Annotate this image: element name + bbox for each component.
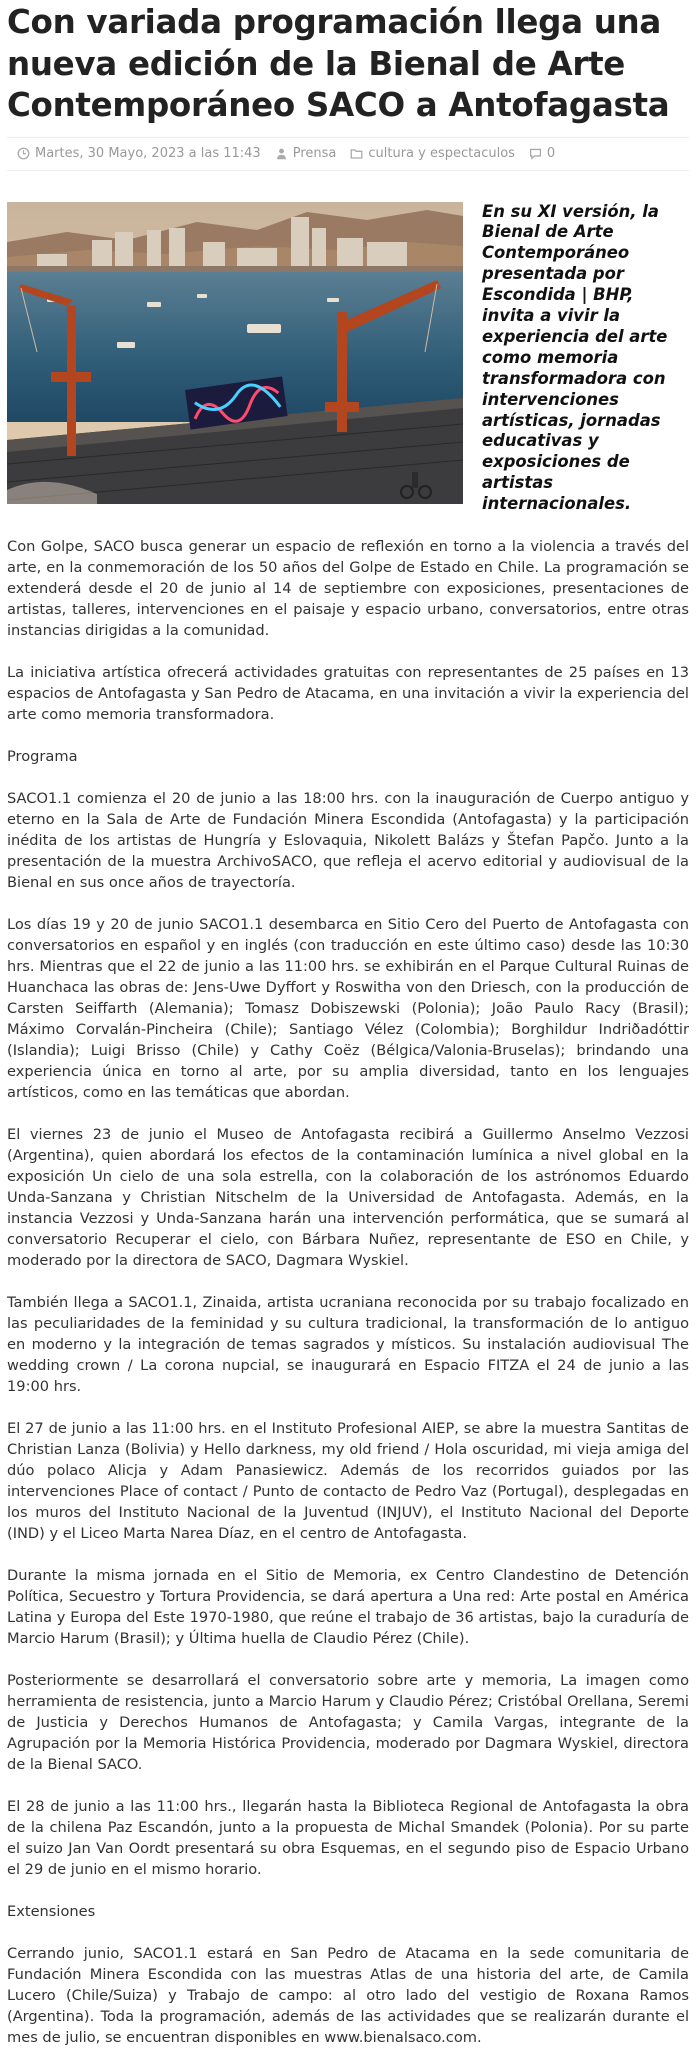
article-photo — [7, 202, 463, 504]
section-heading-extensiones: Extensiones — [7, 1901, 689, 1922]
meta-category-link[interactable]: cultura y espectaculos — [368, 146, 515, 161]
article-meta — [7, 137, 689, 171]
meta-author[interactable] — [275, 146, 337, 161]
meta-category[interactable] — [350, 146, 515, 161]
clock-icon — [17, 147, 30, 160]
comment-icon — [529, 147, 542, 160]
article-paragraph: Los días 19 y 20 de junio SACO1.1 desembarca en Sitio Cero del Puerto de Antofagasta con conversatorios en español y en inglés (con traducción en este último caso) desde las 10:30 hrs. Mientras que el 22 de junio a las 11:00 hrs. se exhibirán en el Parque Cultural Ruinas de Huanchaca las obras de: Jens-Uwe Dyffort y Roswitha von den Driesch, con la producción de Carsten Seiffarth (Alemania); Tomasz Dobiszewski (Polonia); João Paulo Racy (Brasil); Máximo Corvalán-Pincheira (Chile); Santiago Vélez (Colombia); Borghildur Indriðadóttir (Islandia); Luigi Brisso (Chile) y Cathy Coëz (Bélgica/Valonia-Bruselas); brindando una experiencia única en torno al arte, por su amplia diversidad, tanto en los lenguajes artísticos, como en las temáticas que abordan. — [7, 914, 689, 1103]
section-heading-programa: Programa — [7, 746, 689, 767]
article-paragraph: El viernes 23 de junio el Museo de Antofagasta recibirá a Guillermo Anselmo Vezzosi (Argentina), quien abordará los efectos de la contaminación lumínica a nivel global en la exposición Un cielo de una sola estrella, con la colaboración de los astrónomos Eduardo Unda-Sanzana y Christian Nitschelm de la Universidad de Antofagasta. Además, en la instancia Vezzosi y Unda-Sanzana harán una intervención performática, que se sumará al conversatorio Recuperar el cielo, con Bárbara Nuñez, representante de ESO en Chile, y moderado por la directora de SACO, Dagmara Wyskiel. — [7, 1124, 689, 1271]
meta-comments[interactable] — [529, 146, 555, 161]
meta-date — [17, 146, 261, 161]
article-paragraph: Con Golpe, SACO busca generar un espacio de reflexión en torno a la violencia a través del arte, en la conmemoración de los 50 años del Golpe de Estado en Chile. La programación se extenderá desde el 20 de junio al 14 de septiembre con exposiciones, presentaciones de artistas, talleres, intervenciones en el paisaje y espacio urbano, conversatorios, entre otras instancias dirigidas a la comunidad. — [7, 536, 689, 641]
article-paragraph: El 27 de junio a las 11:00 hrs. en el Instituto Profesional AIEP, se abre la muestra Santitas de Christian Lanza (Bolivia) y Hello darkness, my old friend / Hola oscuridad, mi vieja amiga del dúo polaco Alicja y Adam Panasiewicz. Además de los recorridos guiados por las intervenciones Place of contact / Punto de contacto de Pedro Vaz (Portugal), desplegadas en los muros del Instituto Nacional de la Juventud (INJUV), el Instituto Nacional del Deporte (IND) y el Liceo Marta Narea Díaz, en el centro de Antofagasta. — [7, 1418, 689, 1544]
article-paragraph: Cerrando junio, SACO1.1 estará en San Pedro de Atacama en la sede comunitaria de Fundación Minera Escondida con las muestras Atlas de una historia del arte, de Camila Lucero (Chile/Suiza) y Trabajo de campo: al otro lado del vestigio de Roxana Ramos (Argentina). Toda la programación, además de las actividades que se realizarán durante el mes de julio, se encuentran disponibles en www.bienalsaco.com. — [7, 1943, 689, 2048]
meta-comments-count[interactable]: 0 — [547, 146, 555, 161]
user-icon — [275, 147, 288, 160]
folder-icon — [350, 147, 363, 160]
article-paragraph: La iniciativa artística ofrecerá actividades gratuitas con representantes de 25 países en 13 espacios de Antofagasta y San Pedro de Atacama, en una invitación a vivir la experiencia del arte como memoria transformadora. — [7, 662, 689, 725]
article-lead: En su XI versión, la Bienal de Arte Contemporáneo presentada por Escondida | BHP, invita a vivir la experiencia del arte como memoria transformadora con intervenciones artísticas, jornadas educativas y exposiciones de artistas internacionales. — [7, 202, 689, 516]
article — [0, 2, 696, 2048]
article-title: Con variada programación llega una nueva edición de la Bienal de Arte Contemporáneo SACO a Antofagasta — [7, 2, 689, 127]
harbor-photo-illustration — [7, 202, 463, 504]
article-paragraph: El 28 de junio a las 11:00 hrs., llegarán hasta la Biblioteca Regional de Antofagasta la obra de la chilena Paz Escandón, junto a la propuesta de Michal Smandek (Polonia). Por su parte el suizo Jan Van Oordt presentará su obra Esquemas, en el segundo piso de Espacio Urbano el 29 de junio en el mismo horario. — [7, 1796, 689, 1880]
meta-author-link[interactable]: Prensa — [293, 146, 337, 161]
article-paragraph: Durante la misma jornada en el Sitio de Memoria, ex Centro Clandestino de Detención Política, Secuestro y Tortura Providencia, se dará apertura a Una red: Arte postal en América Latina y Europa del Este 1970-1980, que reúne el trabajo de 36 artistas, bajo la curaduría de Marcio Harum (Brasil); y Última huella de Claudio Pérez (Chile). — [7, 1565, 689, 1649]
meta-date-text: Martes, 30 Mayo, 2023 a las 11:43 — [35, 146, 261, 161]
article-body — [7, 202, 689, 2048]
article-paragraph: También llega a SACO1.1, Zinaida, artista ucraniana reconocida por su trabajo focalizado en las peculiaridades de la feminidad y su cultura tradicional, la transformación de lo antiguo en moderno y la integración de temas sagrados y místicos. Su instalación audiovisual The wedding crown / La corona nupcial, se inaugurará en Espacio FITZA el 24 de junio a las 19:00 hrs. — [7, 1292, 689, 1397]
article-paragraph: SACO1.1 comienza el 20 de junio a las 18:00 hrs. con la inauguración de Cuerpo antiguo y eterno en la Sala de Arte de Fundación Minera Escondida (Antofagasta) y la participación inédita de los artistas de Hungría y Eslovaquia, Nikolett Balázs y Štefan Papčo. Junto a la presentación de la muestra ArchivoSACO, que refleja el acervo editorial y audiovisual de la Bienal en sus once años de trayectoría. — [7, 788, 689, 893]
article-paragraph: Posteriormente se desarrollará el conversatorio sobre arte y memoria, La imagen como herramienta de resistencia, junto a Marcio Harum y Claudio Pérez; Cristóbal Orellana, Seremi de Justicia y Derechos Humanos de Antofagasta; y Camila Vargas, integrante de la Agrupación por la Memoria Histórica Providencia, moderado por Dagmara Wyskiel, directora de la Bienal SACO. — [7, 1670, 689, 1775]
